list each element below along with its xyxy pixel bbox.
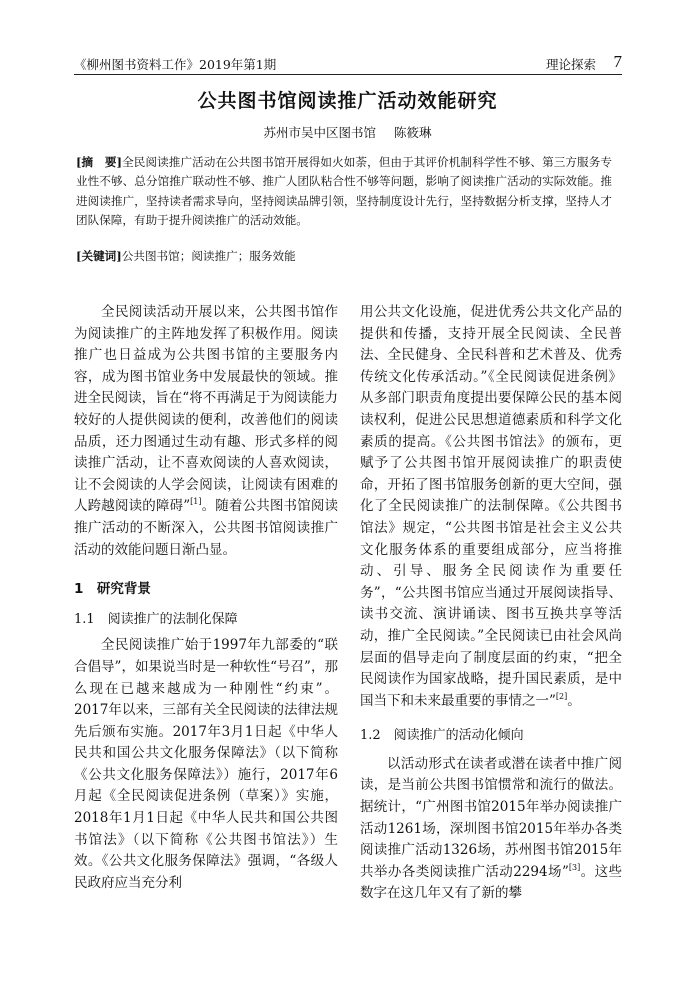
running-header [74,52,622,74]
abstract-text: 全民阅读推广活动在公共图书馆开展得如火如荼，但由于其评价机制科学性不够、第三方服务专业性不够、总分馆推广联动性不够、推广人团队粘合性不够等问题，影响了阅读推广活动的实际效能。推进阅读推广，坚持读者需求导向，坚持阅读品牌引领，坚持制度设计先行，坚持数据分析支撑，坚持人才团队保障，有助于提升阅读推广的活动效能。 [76,155,612,228]
paragraph-1-1-right-end: 。 [567,692,581,709]
abstract [76,153,612,231]
intro-paragraph [74,302,338,561]
citation-3: [3] [568,862,581,872]
author-name: 陈筱琳 [394,125,432,140]
subsection-heading-1-1: 1.1 阅读推广的法制化保障 [74,611,238,627]
citation-2: [2] [555,691,568,701]
paragraph-1-2-text: 以活动形式在读者或潜在读者中推广阅读，是当前公共图书馆惯常和流行的做法。据统计，“广州图书馆2015年举办阅读推广活动1261场，深圳图书馆2015年举办各类阅读推广活动1326场，苏州图书馆2015年共举办各类阅读推广活动2294场” [360,755,622,880]
intro-text: 全民阅读活动开展以来，公共图书馆作为阅读推广的主阵地发挥了积极作用。阅读推广也日益成为公共图书馆的主要服务内容，成为图书馆业务中发展最快的领域。推进全民阅读，旨在“将不再满足于为阅读能力较好的人提供阅读的便利，改善他们的阅读品质，还力图通过生动有趣、形式多样的阅读推广活动，让不喜欢阅读的人喜欢阅读，让不会阅读的人学会阅读，让阅读有困难的人跨越阅读的障碍” [74,304,338,515]
header-rule [74,74,622,75]
keywords-label: [关键词] [76,249,122,263]
keywords [76,247,612,266]
paragraph-1-1-left: 全民阅读推广始于1997年九部委的“联合倡导”，如果说当时是一种软性“号召”，那么现在已越来越成为一种刚性“约束”。2017年以来，三部有关全民阅读的法律法规先后颁布实施。2017年3月1日起《中华人民共和国公共文化服务保障法》（以下简称《公共文化服务保障法》）施行，2017年6月起《全民阅读促进条例（草案）》实施，2018年1月1日起《中华人民共和国公共图书馆法》（以下简称《公共图书馆法》）生效。《公共文化服务保障法》强调，“各级人民政府应当充分利 [74,637,338,891]
affiliation: 苏州市吴中区图书馆 [263,125,376,140]
paragraph-1-1-right-text: 用公共文化设施，促进优秀公共文化产品的提供和传播，支持开展全民阅读、全民普法、全民健身、全民科普和艺术普及、优秀传统文化传承活动。”《全民阅读促进条例》从多部门职责角度提出要保障公民的基本阅读权利，促进公民思想道德素质和科学文化素质的提高。《公共图书馆法》的颁布，更赋予了公共图书馆开展阅读推广的职责使命，开拓了图书馆服务创新的更大空间，强化了全民阅读推广的法制保障。《公共图书馆法》规定，“公共图书馆是社会主义公共文化服务体系的重要组成部分，应当将推动、引导、服务全民阅读作为重要任务”，“公共图书馆应当通过开展阅读指导、读书交流、演讲诵读、图书互换共享等活动，推广全民阅读。”全民阅读已由社会风尚层面的倡导走向了制度层面的约束，“把全民阅读作为国家战略，提升国民素质，是中国当下和未来最重要的事情之一” [360,304,622,709]
column-left [74,302,338,894]
section-heading-1: 1 研究背景 [74,581,151,598]
keywords-text: 公共图书馆；阅读推广；服务效能 [121,249,296,263]
page-number: 7 [613,52,622,71]
subsection-heading-1-2: 1.2 阅读推广的活动化倾向 [360,728,524,744]
article-title: 公共图书馆阅读推广活动效能研究 [197,90,498,112]
journal-issue: 《柳州图书资料工作》2019年第1期 [74,57,277,72]
abstract-label: [摘 要] [76,155,123,169]
citation-1: [1] [190,497,202,507]
author-line [0,123,695,141]
paragraph-1-2 [360,754,622,905]
column-right [360,302,622,905]
paragraph-1-1-right [360,302,622,712]
paragraph-1-2-end: 。这些数字在这几年又有了新的攀 [360,863,622,902]
intro-text-end: 。随着公共图书馆阅读推广活动的不断深入，公共图书馆阅读推广活动的效能问题日渐凸显。 [74,498,338,558]
section-label: 理论探索 [545,57,596,72]
